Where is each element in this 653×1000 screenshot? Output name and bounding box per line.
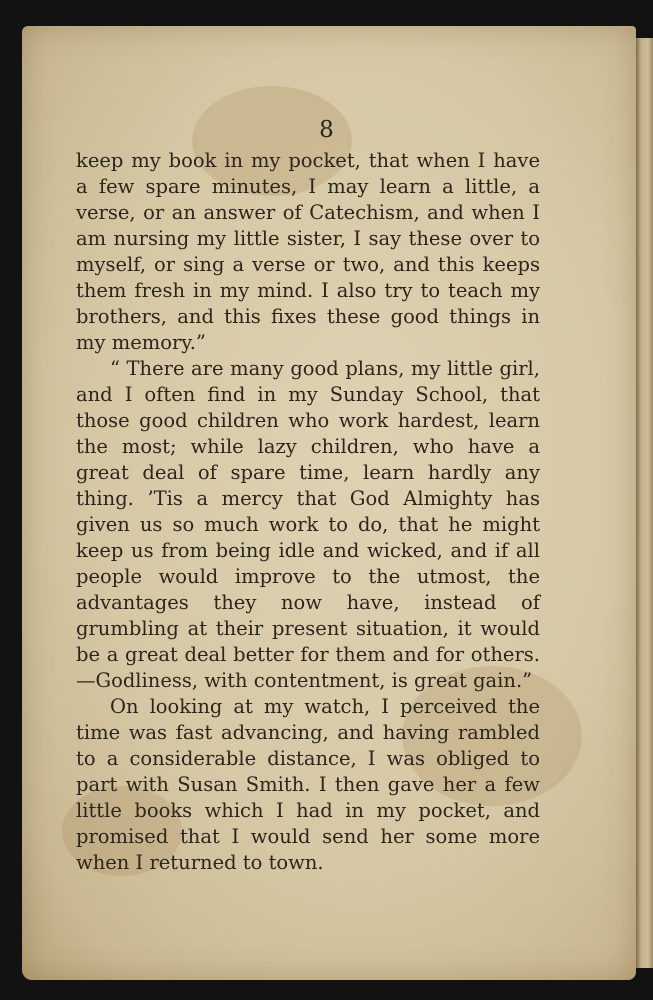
- page-number: 8: [319, 117, 334, 143]
- page-edge: [636, 38, 653, 968]
- paragraph: “ There are many good plans, my little girl, and I often find in my Sunday School, that those good children who work hardest, learn the most; while lazy children, who have a great deal of spare time, learn hardly any thing. ’Tis a mercy that God Almighty has given us so much work to do, that he might keep us from being idle and wicked, and if all people would improve to the utmost, the advantages they now have, instead of grumbling at their present situation, it would be a great deal better for them and for others.—Godliness, with contentment, is great gain.”: [76, 357, 540, 692]
- paragraph: On looking at my watch, I perceived the time was fast advancing, and having rambled to a considerable distance, I was obliged to part with Susan Smith. I then gave her a few little books which I had in my pocket, and promised that I would send her some more when I returned to town.: [76, 695, 540, 874]
- paragraph: keep my book in my pocket, that when I have a few spare minutes, I may learn a little, a verse, or an answer of Catechism, and when I am nursing my little sister, I say these over to myself, or sing a verse or two, and this keeps them fresh in my mind. I also try to teach my brothers, and this fixes these good things in my memory.”: [76, 149, 540, 354]
- body-text: [76, 148, 540, 876]
